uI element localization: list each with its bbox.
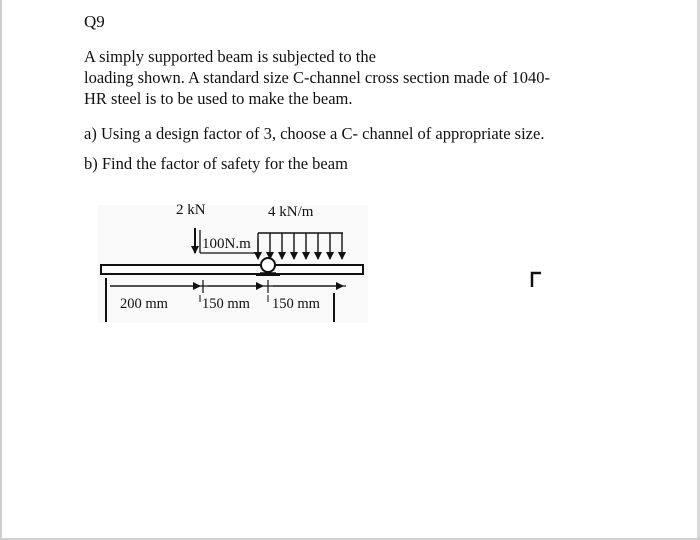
c-channel-section-icon — [529, 270, 545, 290]
beam — [101, 265, 363, 274]
moment-label: 100N.m — [202, 236, 251, 252]
problem-statement — [84, 46, 644, 109]
left-border — [0, 0, 2, 540]
part-a-text: a) Using a design factor of 3, choose a C- channel of appropriate size. — [84, 124, 545, 143]
statement-line-3: HR steel is to be used to make the beam. — [84, 89, 353, 108]
point-load-label: 2 kN — [176, 202, 206, 218]
part-b-text: b) Find the factor of safety for the beam — [84, 154, 348, 173]
statement-line-1: A simply supported beam is subjected to the — [84, 47, 376, 66]
question-number: Q9 — [84, 12, 105, 31]
right-roller-support — [261, 258, 275, 272]
dimension-label-2: 150 mm — [202, 296, 250, 312]
beam-diagram — [98, 195, 383, 325]
dimension-label-1: 200 mm — [120, 296, 168, 312]
beam-diagram-svg — [98, 195, 383, 325]
statement-line-2: loading shown. A standard size C-channel cross section made of 1040- — [84, 68, 551, 87]
distributed-load-label: 4 kN/m — [268, 204, 314, 220]
dimension-label-3: 150 mm — [272, 296, 320, 312]
